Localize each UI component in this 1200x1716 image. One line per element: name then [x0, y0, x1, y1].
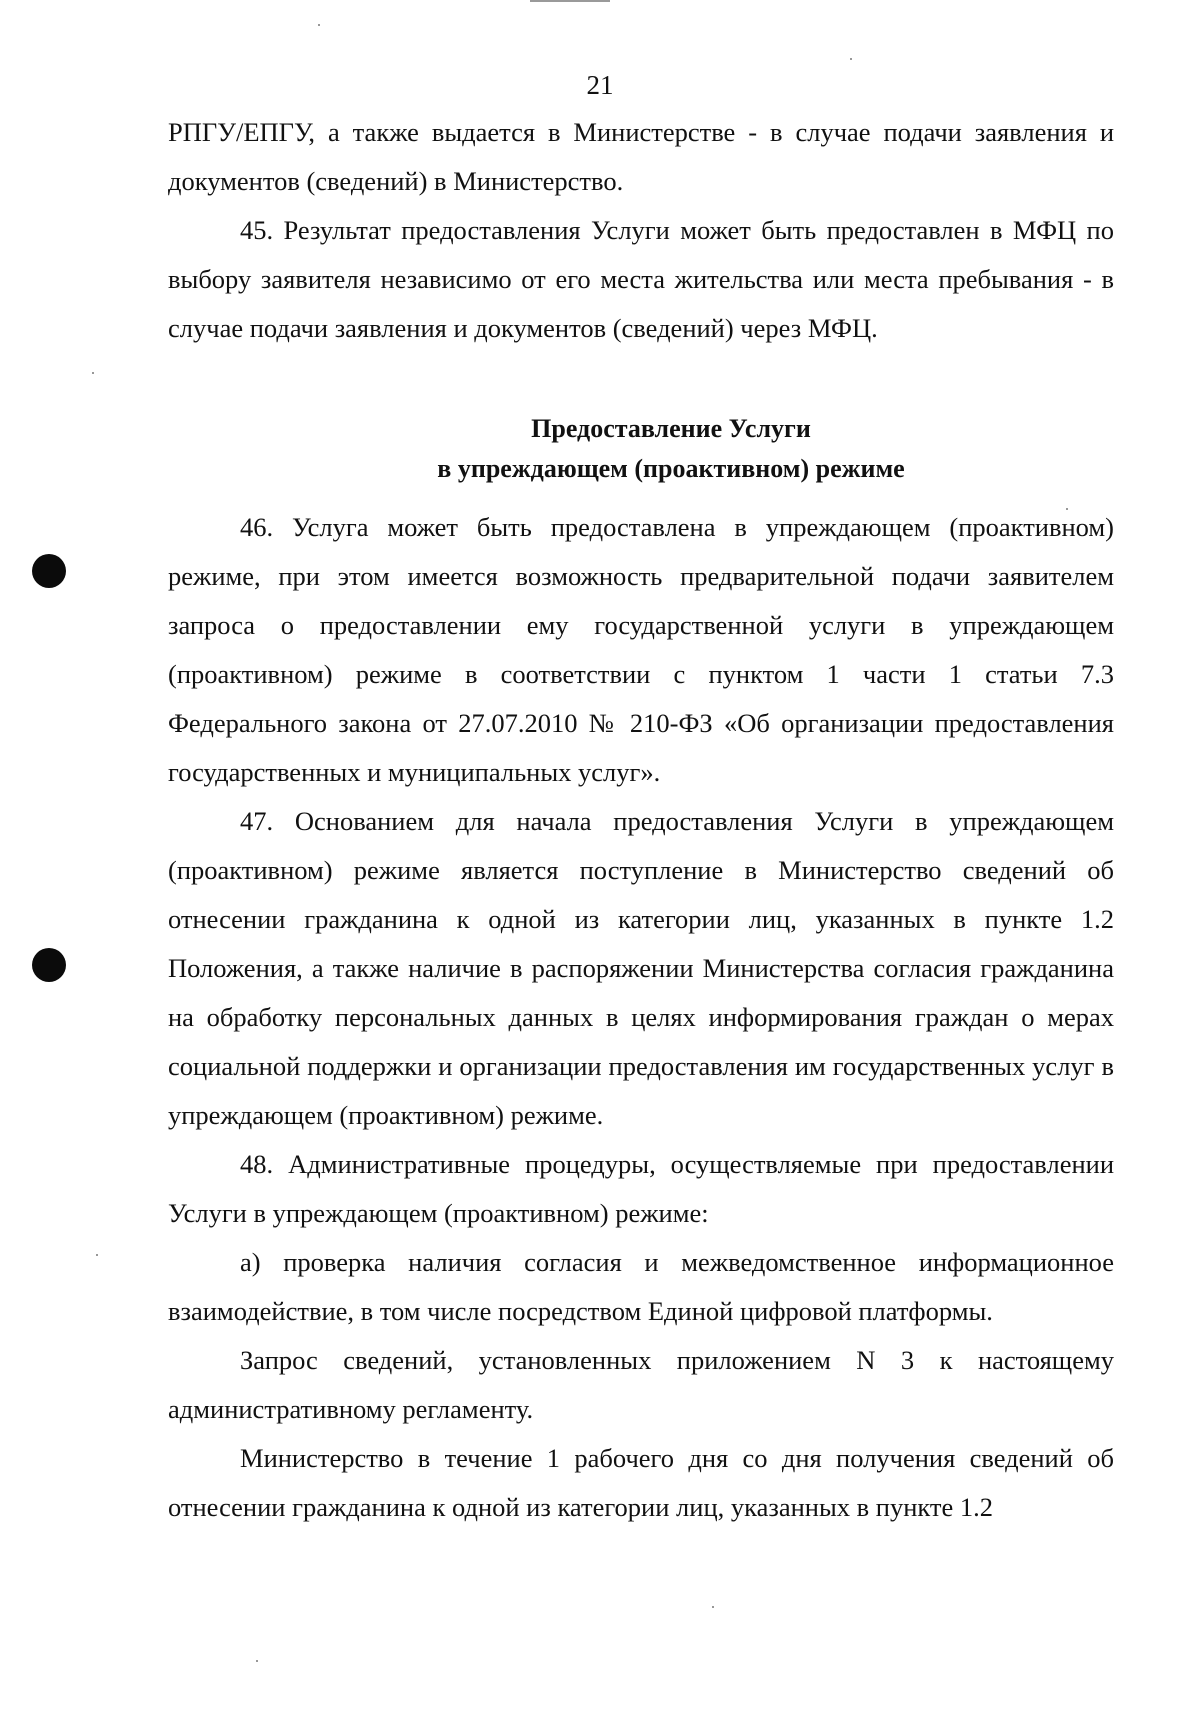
paragraph-47: 47. Основанием для начала предоставления Услуги в упреждающем (проактивном) режиме является поступление в Министерство сведений об отнесении гражданина к одной из категории лиц, указанных в пункте 1.2 Положения, а также наличие в распоряжении Министерства согласия гражданина на обработку персональных данных в целях информирования граждан о мерах социальной поддержки и организации предоставления им государственных услуг в упреждающем (проактивном) режиме. [168, 806, 1114, 1130]
section-heading-line-2: в упреждающем (проактивном) режиме [437, 454, 905, 483]
page-number: 21 [586, 70, 614, 100]
paragraph-ministry-deadline: Министерство в течение 1 рабочего дня со дня получения сведений об отнесении гражданина к одной из категории лиц, указанных в пункте 1.2 [168, 1443, 1114, 1522]
scan-speck [92, 372, 94, 374]
scan-speck [318, 24, 320, 26]
punch-hole [32, 948, 66, 982]
paragraph-48: 48. Административные процедуры, осуществляемые при предоставлении Услуги в упреждающем (проактивном) режиме: [168, 1149, 1114, 1228]
scan-speck [850, 58, 852, 60]
paragraph-request-info: Запрос сведений, установленных приложением N 3 к настоящему административному регламенту. [168, 1345, 1114, 1424]
punch-hole [32, 554, 66, 588]
scan-speck [96, 1254, 98, 1256]
document-body [168, 108, 1114, 1532]
paragraph-46: 46. Услуга может быть предоставлена в упреждающем (проактивном) режиме, при этом имеется возможность предварительной подачи заявителем запроса о предоставлении ему государственной услуги в упреждающем (проактивном) режиме в соответствии с пунктом 1 части 1 статьи 7.3 Федерального закона от 27.07.2010 № 210-ФЗ «Об организации предоставления государственных и муниципальных услуг». [168, 512, 1114, 787]
paragraph-45: 45. Результат предоставления Услуги может быть предоставлен в МФЦ по выбору заявителя независимо от его места жительства или места пребывания - в случае подачи заявления и документов (сведений) через МФЦ. [168, 215, 1114, 343]
scan-speck [256, 1660, 258, 1662]
scan-speck [712, 1606, 714, 1608]
paragraph-48-item-a: а) проверка наличия согласия и межведомственное информационное взаимодействие, в том числе посредством Единой цифровой платформы. [168, 1247, 1114, 1326]
section-heading [168, 409, 1114, 489]
section-heading-line-1: Предоставление Услуги [531, 414, 811, 443]
scan-edge-mark [530, 0, 610, 2]
paragraph-continuation: РПГУ/ЕПГУ, а также выдается в Министерстве - в случае подачи заявления и документов (сведений) в Министерство. [168, 117, 1114, 196]
